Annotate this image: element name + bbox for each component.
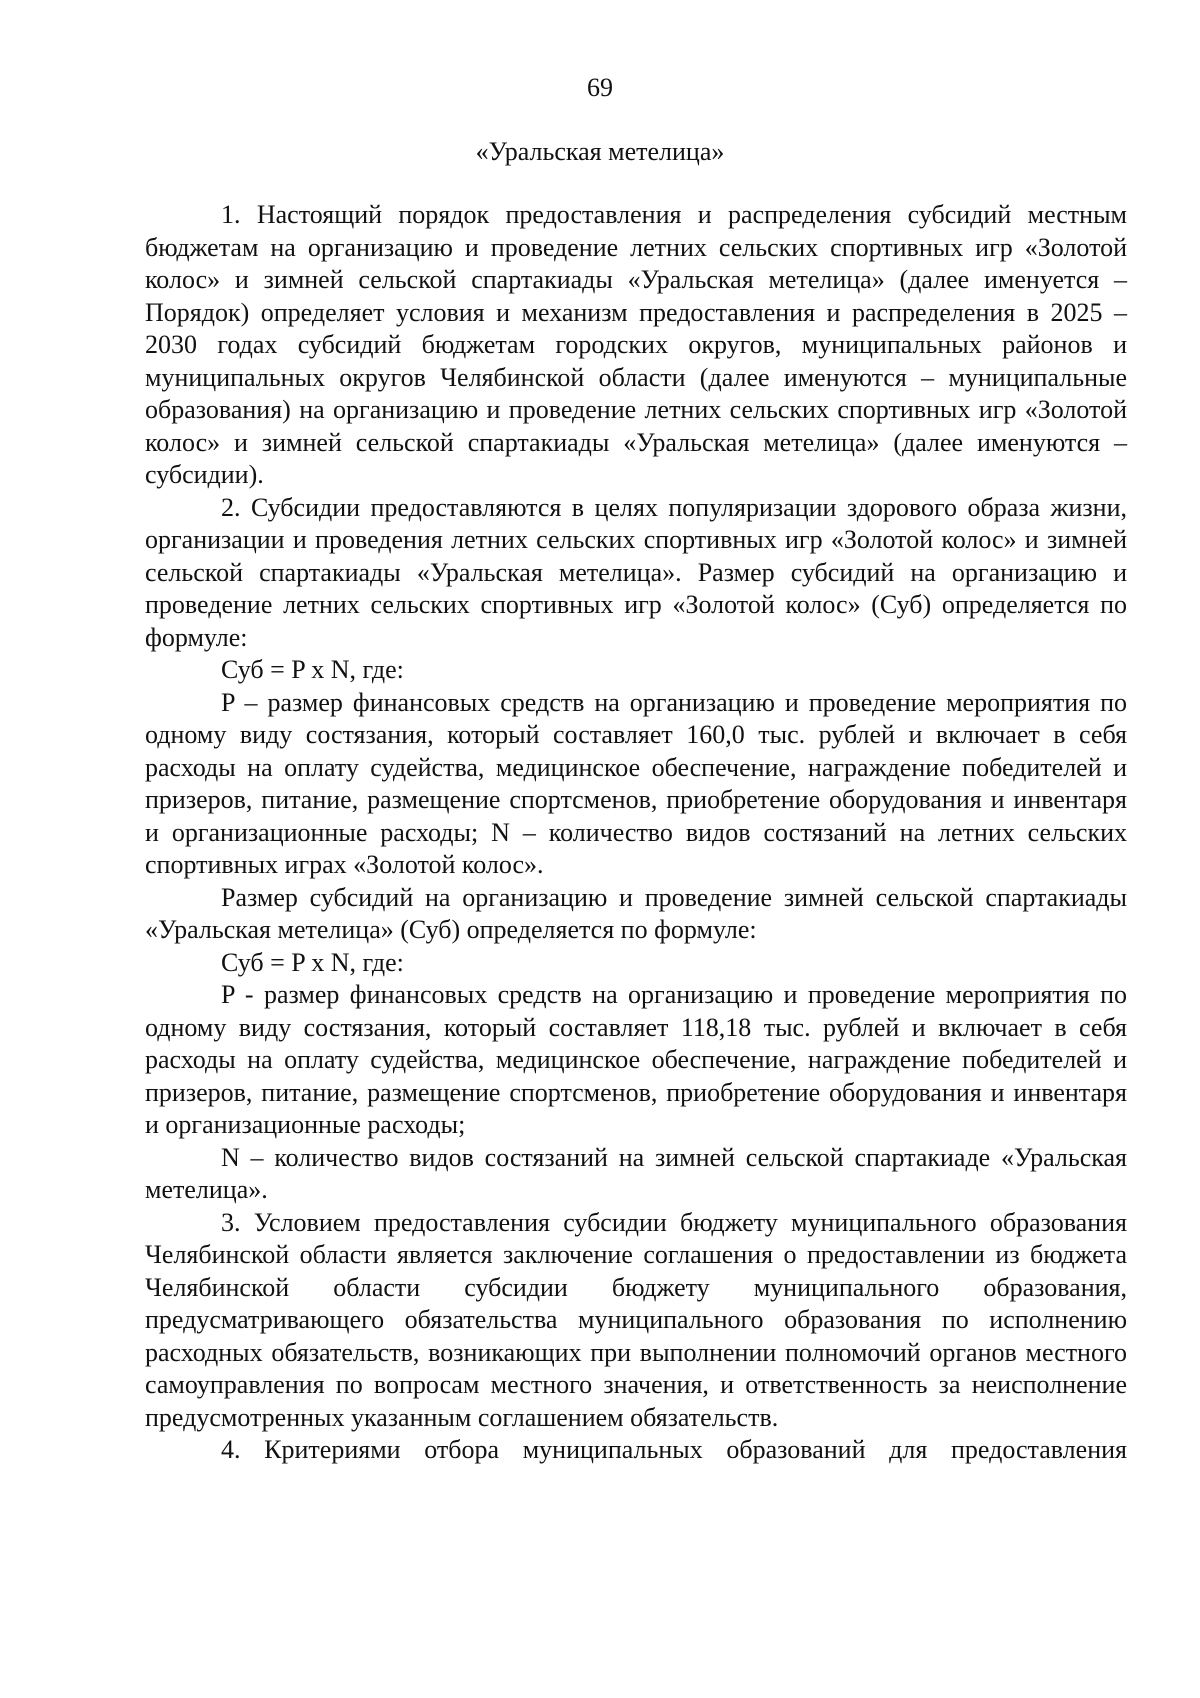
document-body bbox=[145, 199, 1127, 1467]
formula-summer: Суб = P x N, где: bbox=[221, 655, 404, 684]
formula-winter: Суб = P x N, где: bbox=[221, 947, 404, 977]
page-number: 69 bbox=[587, 73, 613, 102]
paragraph-4: 4. Критериями отбора муниципальных образований для предоставления bbox=[221, 1435, 1127, 1464]
paragraph-2: 2. Субсидии предоставляются в целях популяризации здорового образа жизни, организации и проведения летних сельских спортивных игр «Золотой колос» и зимней сельской спартакиады «Уральская метелица». Размер субсидий на организацию и проведение летних сельских спортивных игр «Золотой колос» (Суб) определяется по формуле: bbox=[145, 492, 1127, 652]
paragraph-1: 1. Настоящий порядок предоставления и распределения субсидий местным бюджетам на организацию и проведение летних сельских спортивных игр «Золотой колос» и зимней сельской спартакиады «Уральская метелица» (далее именуется – Порядок) определяет условия и механизм предоставления и распределения в 2025 – 2030 годах субсидий бюджетам городских округов, муниципальных районов и муниципальных округов Челябинской области (далее именуются – муниципальные образования) на организацию и проведение летних сельских спортивных игр «Золотой колос» и зимней сельской спартакиады «Уральская метелица» (далее именуются – субсидии). bbox=[145, 200, 1127, 489]
paragraph-p-definition-summer: P – размер финансовых средств на организацию и проведение мероприятия по одному виду состязания, который составляет 160,0 тыс. рублей и включает в себя расходы на оплату судейства, медицинское обеспечение, награждение победителей и призеров, питание, размещение спортсменов, приобретение оборудования и инвентаря и организационные расходы; N – количество видов состязаний на летних сельских спортивных играх «Золотой колос». bbox=[145, 687, 1127, 879]
paragraph-n-definition-winter: N – количество видов состязаний на зимней сельской спартакиаде «Уральская метелица». bbox=[145, 1142, 1127, 1204]
section-title: «Уральская метелица» bbox=[475, 137, 725, 166]
paragraph-p-definition-winter: P - размер финансовых средств на организацию и проведение мероприятия по одному виду состязания, который составляет 118,18 тыс. рублей и включает в себя расходы на оплату судейства, медицинское обеспечение, награждение победителей и призеров, питание, размещение спортсменов, приобретение оборудования и инвентаря и организационные расходы; bbox=[145, 980, 1127, 1139]
paragraph-3: 3. Условием предоставления субсидии бюджету муниципального образования Челябинской области является заключение соглашения о предоставлении из бюджета Челябинской области субсидии бюджету муниципального образования, предусматривающего обязательства муниципального образования по исполнению расходных обязательств, возникающих при выполнении полномочий органов местного самоуправления по вопросам местного значения, и ответственность за неисполнение предусмотренных указанным соглашением обязательств. bbox=[145, 1207, 1127, 1432]
paragraph-winter-size: Размер субсидий на организацию и проведение зимней сельской спартакиады «Уральская метелица» (Суб) определяется по формуле: bbox=[145, 882, 1127, 944]
